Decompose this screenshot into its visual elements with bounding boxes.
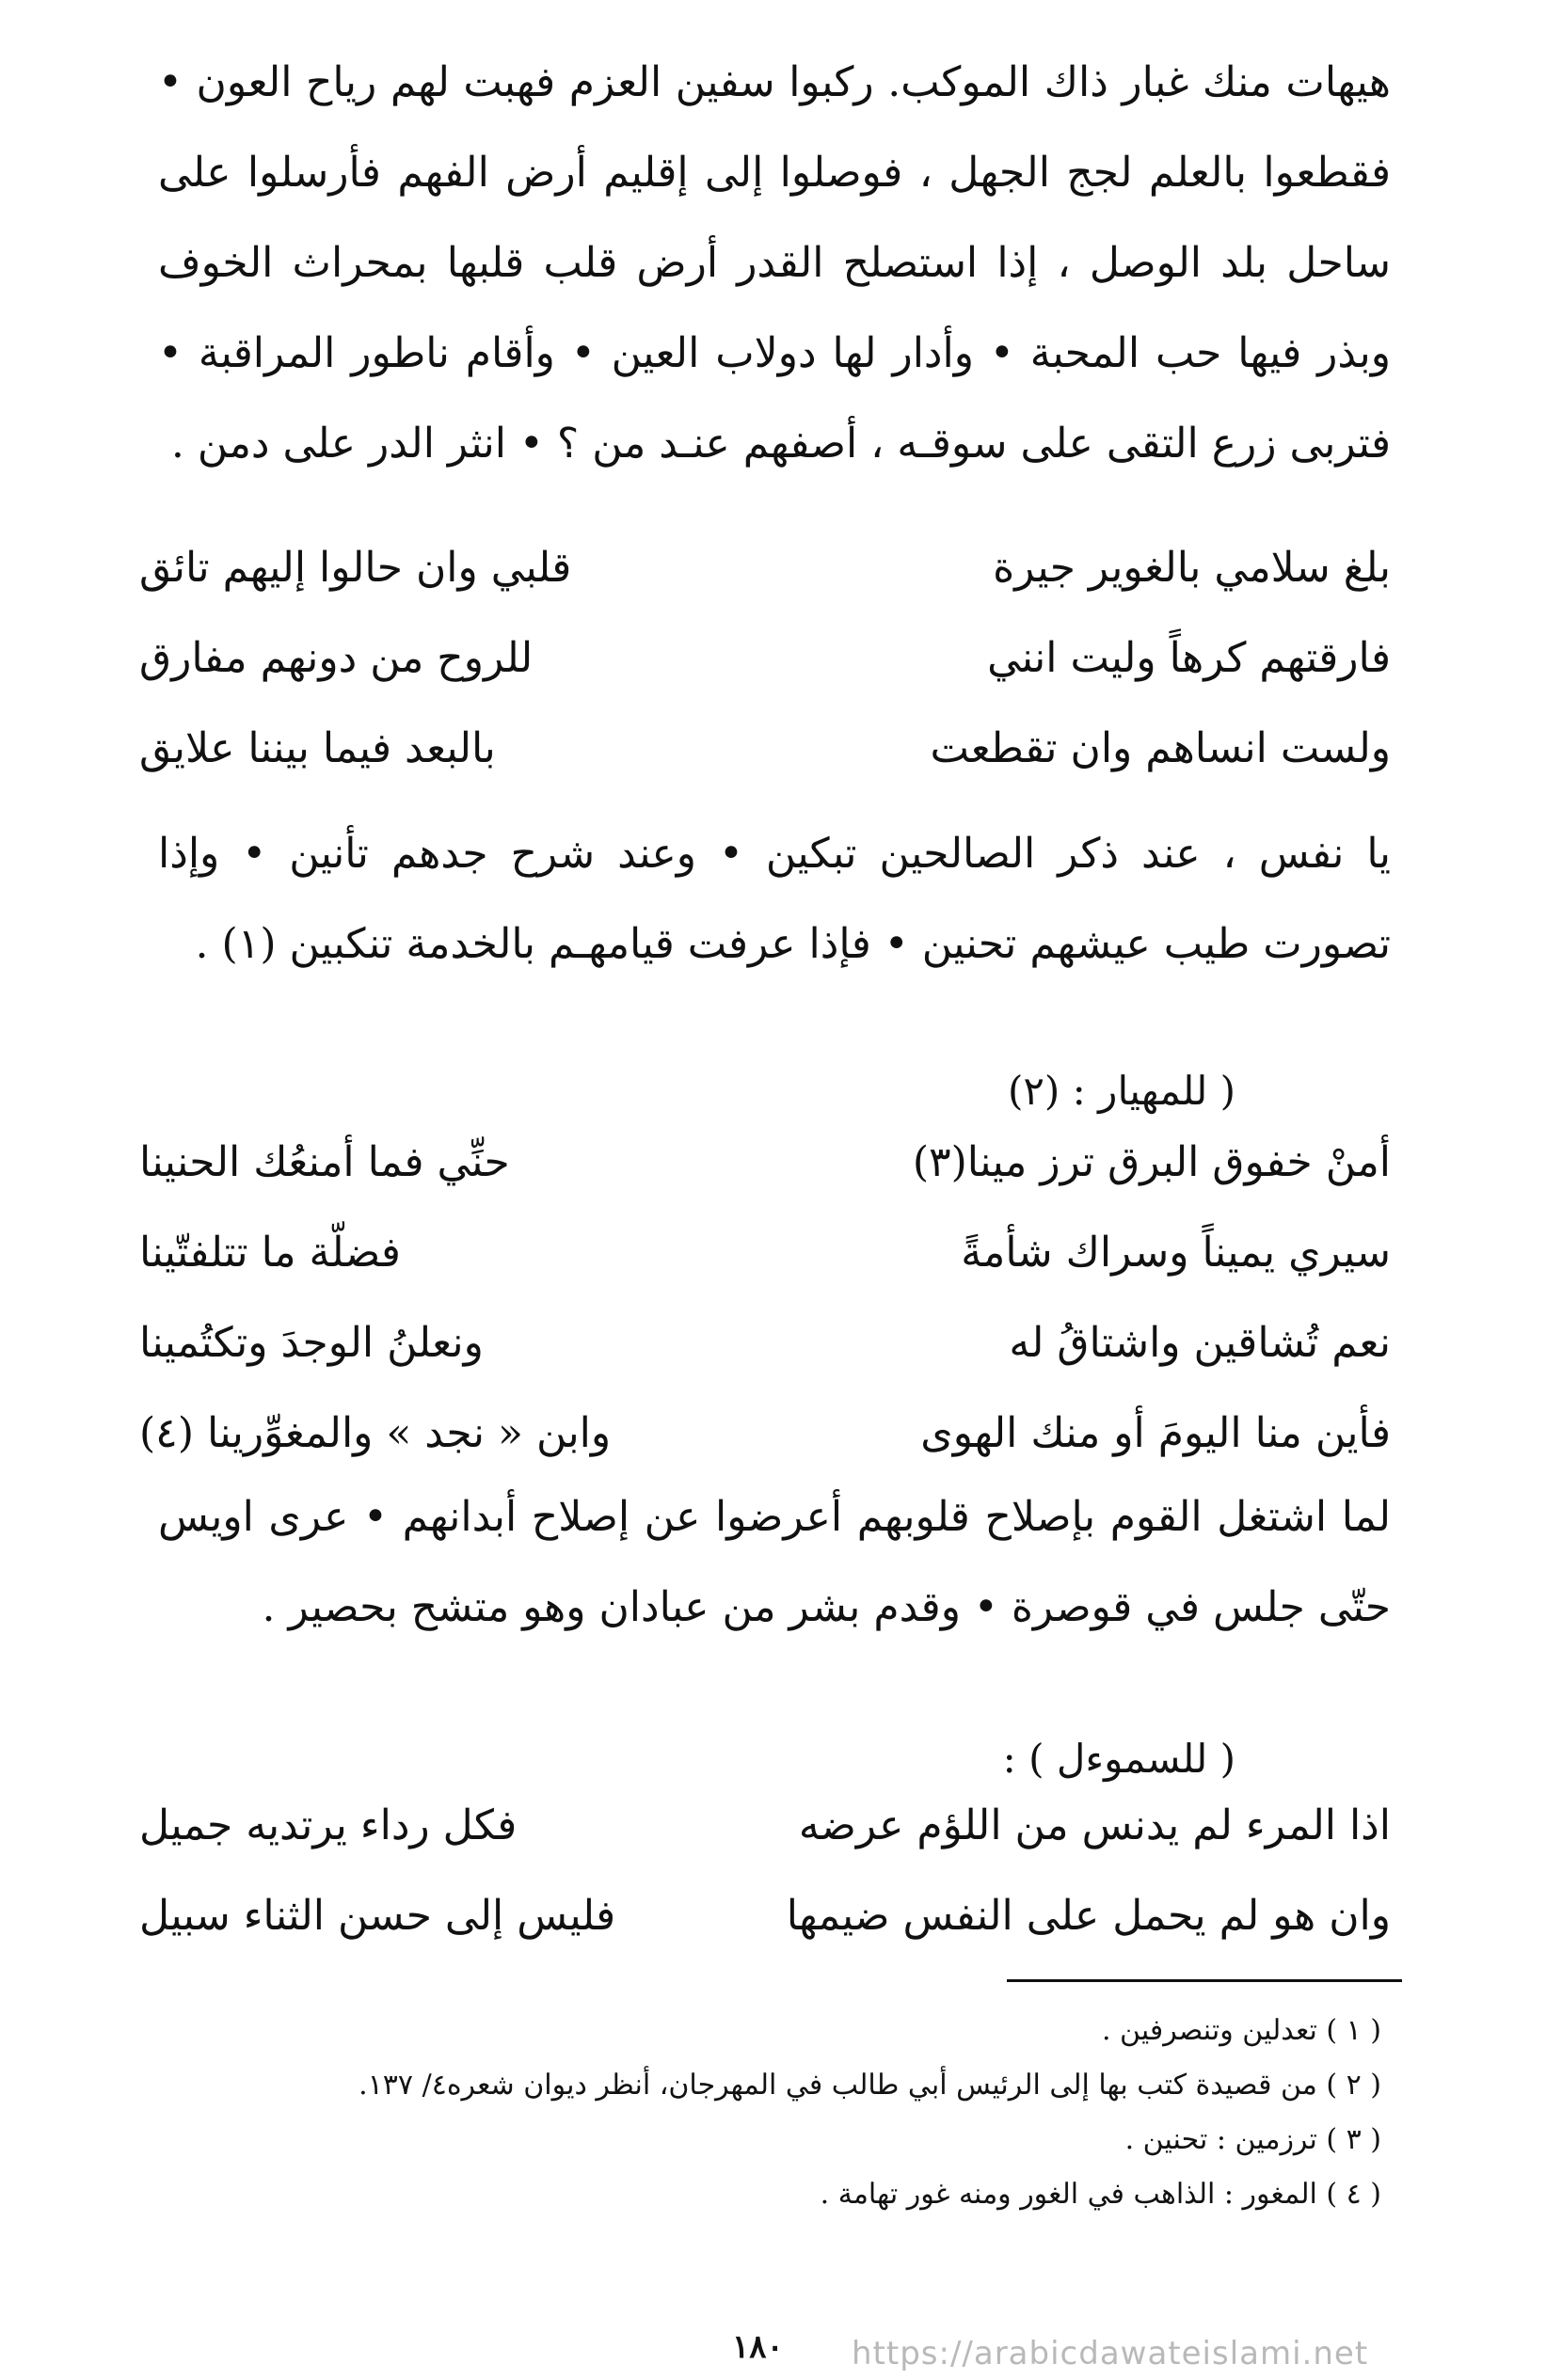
first-hemistich: اذا المرء لم يدنس من اللؤم عرضه [798,1801,1391,1849]
first-hemistich: سيري يميناً وسراك شأمةً [961,1229,1391,1277]
paragraph-text: يا نفس ، عند ذكر الصالحين تبكين • وعند شرح جدهم تأنين • وإذا تصورت طيب عيشهم تحنين • فإذا عرفت قيامهـم بالخدمة تنكبين (١) . [158,830,1391,968]
second-hemistich: للروح من دونهم مفارق [139,634,534,682]
paragraph-qawm [158,1472,1391,1653]
watermark-url: https://arabicdawateislami.net [852,2335,1369,2372]
verse-line [139,1319,1391,1409]
second-hemistich: ونعلنُ الوجدَ وتكتُمينا [139,1319,484,1367]
footnotes [130,2004,1381,2222]
first-hemistich: نعم تُشاقين واشتاقُ له [1009,1319,1391,1367]
paragraph-intro [158,38,1391,489]
first-hemistich: فارقتهم كرهاً وليت انني [987,634,1391,682]
footnote: ( ٤ ) المغور : الذاهب في الغور ومنه غور تهامة . [820,2178,1381,2211]
second-hemistich: حنِّي فما أمنعُك الحنينا [139,1138,510,1186]
paragraph-text: لما اشتغل القوم بإصلاح قلوبهم أعرضوا عن إصلاح أبدانهم • عرى اويس حتّى جلس في قوصرة • وقدم بشر من عبادان وهو متشح بحصير . [158,1493,1391,1631]
second-hemistich: بالبعد فيما بيننا علايق [139,724,496,772]
verse-line [139,634,1391,724]
footnote-divider [1007,1979,1402,1982]
poem-samawal [139,1801,1391,1982]
paragraph-text: هيهات منك غبار ذاك الموكب. ركبوا سفين العزم فهبت لهم رياح العون • فقطعوا بالعلم لجج الجهل ، فوصلوا إلى إقليم أرض الفهم فأرسلوا على ساحل بلد الوصل ، إذا استصلح القدر أرض قلب قلبها بمحراث الخوف وبذر فيها حب المحبة • وأدار لها دولاب العين • وأقام ناطور المراقبة • فتربى زرع التقى على سوقـه ، أصفهم عنـد من ؟ • انثر الدر على دمن . [158,58,1391,468]
second-hemistich: فكل رداء يرتديه جميل [139,1801,518,1849]
first-hemistich: فأين منا اليومَ أو منك الهوى [920,1409,1391,1457]
poem-ghuwayr [139,544,1391,815]
first-hemistich: أمنْ خفوق البرق ترز مينا(٣) [912,1138,1391,1186]
poem-mihyar [139,1138,1391,1499]
footnote: ( ١ ) تعدلين وتنصرفين . [1101,2014,1381,2047]
second-hemistich: وابن « نجد » والمغوِّرينا (٤) [139,1409,612,1457]
verse-line [139,1801,1391,1892]
first-hemistich: بلغ سلامي بالغوير جيرة [993,544,1391,592]
heading-mihyar: ( للمهيار : (٢) [1007,1068,1235,1114]
verse-line [139,1229,1391,1319]
footnote: ( ٣ ) ترزمين : تحنين . [1124,2123,1381,2156]
second-hemistich: قلبي وان حالوا إليهم تائق [139,544,572,592]
first-hemistich: وان هو لم يحمل على النفس ضيمها [786,1892,1391,1940]
page-number: ١٨٠ [732,2328,784,2366]
footnote: ( ٢ ) من قصيدة كتب بها إلى الرئيس أبي طالب في المهرجان، أنظر ديوان شعره٤/ ١٣٧. [359,2069,1381,2102]
verse-line [139,724,1391,815]
second-hemistich: فضلّة ما تتلفتّينا [139,1229,401,1277]
verse-line [139,1138,1391,1229]
verse-line [139,1892,1391,1982]
second-hemistich: فليس إلى حسن الثناء سبيل [139,1892,616,1940]
paragraph-ya-nafs [158,809,1391,990]
verse-line [139,544,1391,634]
first-hemistich: ولست انساهم وان تقطعت [930,724,1391,772]
heading-samawal: ( للسموءل ) : [1002,1736,1235,1782]
